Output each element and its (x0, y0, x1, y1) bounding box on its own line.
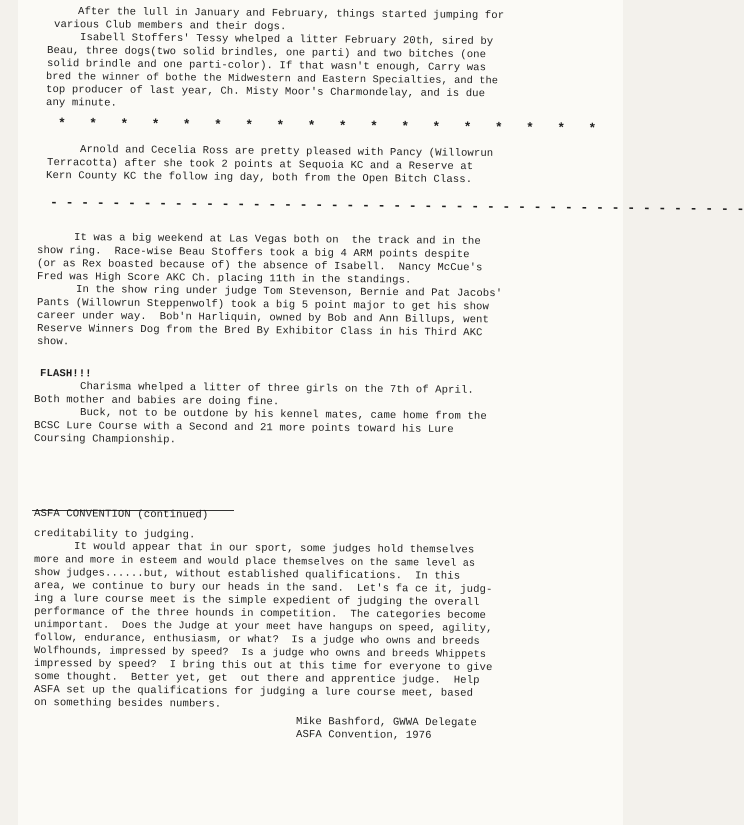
paragraph-line: solid brindle and one parti-color). If that wasn't enough, Carry was (46, 58, 487, 75)
paragraph-line: It would appear that in our sport, some judges hold themselves (73, 541, 475, 557)
paragraph-line: impressed by speed? I bring this out at this time for everyone to give (33, 658, 493, 675)
paragraph-line: show ring. Race-wise Beau Stoffers took a big 4 ARM points despite (36, 245, 470, 262)
paragraph-line: In the show ring under judge Tom Stevenson, Bernie and Pat Jacobs' (75, 284, 503, 301)
paragraph-line: Coursing Championship. (33, 433, 177, 447)
paragraph-line: show. (36, 336, 70, 349)
paragraph-line: (or as Rex boasted because of) the absence of Isabell. Nancy McCue's (36, 258, 483, 275)
paragraph-line: ASFA set up the qualifications for judging a lure course meet, based (33, 684, 474, 700)
paragraph-line: Beau, three dogs(two solid brindles, one parti) and two bitches (one (46, 45, 487, 62)
signature-name: Mike Bashford, GWWA Delegate (295, 716, 477, 730)
paragraph-line: Isabell Stoffers' Tessy whelped a litter February 20th, sired by (79, 32, 494, 48)
paragraph-line: unimportant. Does the Judge at your meet have hangups on speed, agility, (33, 619, 493, 635)
paragraph-line: more and more in esteem and would place themselves on the same level as (33, 555, 476, 570)
paragraph-line: bred the winner of bothe the Midwestern and Eastern Specialties, and the (45, 71, 499, 88)
paragraph-line: Fred was High Score AKC Ch. placing 11th in the standings. (36, 271, 412, 287)
paragraph-line: any minute. (45, 97, 118, 110)
paragraph-line: some thought. Better yet, get out there and apprentice judge. Help (33, 671, 480, 687)
paragraph-line: Buck, not to be outdone by his kennel mates, came home from the (79, 407, 487, 423)
flash-heading: FLASH!!! (39, 368, 92, 381)
paragraph-line: on something besides numbers. (33, 697, 222, 711)
paragraph-line: creditability to judging. (33, 528, 196, 542)
paragraph-line: Reserve Winners Dog from the Bred By Exhibitor Class in his Third AKC (36, 323, 483, 340)
paragraph-line: It was a big weekend at Las Vegas both on the track and in the (73, 232, 481, 248)
paragraph-line: Charisma whelped a litter of three girls on the 7th of April. (79, 381, 474, 397)
paragraph-line: career under way. Bob'n Harliquin, owned by Bob and Ann Billups, went (36, 310, 490, 327)
paragraph-line: Pants (Willowrun Steppenwolf) took a big 5 point major to get his show (36, 297, 490, 314)
paragraph-line: performance of the three hounds in competition. The categories become (33, 606, 487, 622)
paragraph-line: Kern County KC the follow ing day, both from the Open Bitch Class. (45, 170, 473, 187)
paragraph-line: After the lull in January and February, things started jumping for (77, 6, 505, 23)
dash-divider: - - - - - - - - - - - - - - - - - - - - - - - - - - - - - - - - - - - - - - - - - - - - - (49, 195, 744, 217)
paragraph-line: show judges......but, without established qualifications. In this (33, 567, 461, 583)
paragraph-line: follow, endurance, enthusiasm, or what? Is a judge who owns and breeds (33, 632, 480, 648)
paragraph-line: area, we continue to bury our heads in the sand. Let's fa ce it, judg- (33, 580, 493, 597)
paragraph-line: ing a lure course meet is the simple expedient of judging the overall (33, 593, 480, 609)
paragraph-line: Terracotta) after she took 2 points at Sequoia KC and a Reserve at (46, 157, 474, 174)
paragraph-line: various Club members and their dogs. (53, 19, 287, 34)
paragraph-line: Arnold and Cecelia Ross are pretty pleased with Pancy (Willowrun (79, 144, 494, 160)
paragraph-line: Both mother and babies are doing fine. (33, 394, 280, 409)
star-divider: * * * * * * * * * * * * * * * * * * (57, 116, 597, 137)
signature-event: ASFA Convention, 1976 (295, 729, 432, 742)
section-heading: ASFA CONVENTION (continued) (33, 508, 209, 522)
paragraph-line: top producer of last year, Ch. Misty Moor's Charmondelay, and is due (45, 84, 486, 101)
paragraph-line: Wolfhounds, impressed by speed? Is a judge who owns and breeds Whippets (33, 645, 487, 661)
paragraph-line: BCSC Lure Course with a Second and 21 more points toward his Lure (33, 420, 454, 437)
